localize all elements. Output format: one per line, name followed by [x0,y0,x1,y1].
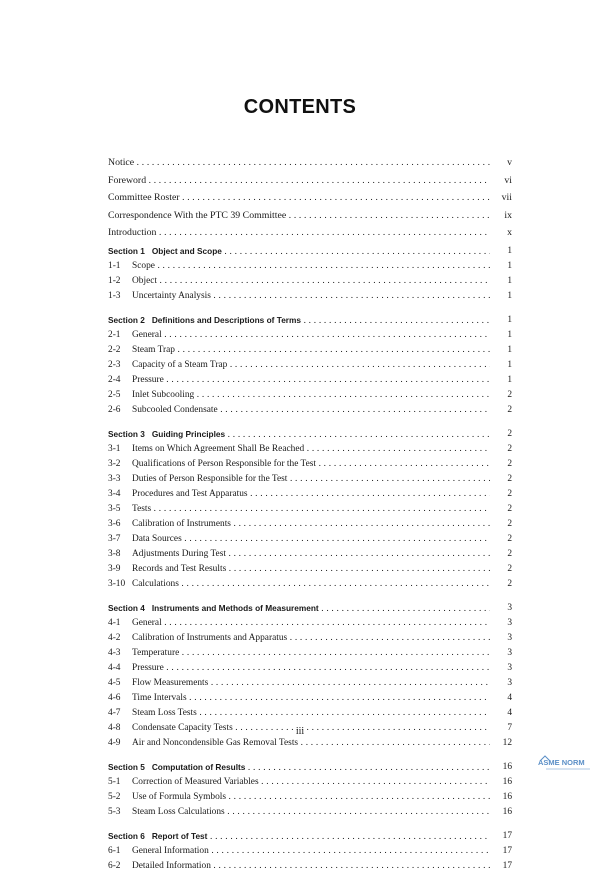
toc-subsection-entry [108,775,512,790]
dot-leader [108,691,490,706]
watermark-logo-icon [536,752,592,774]
dot-leader [108,517,490,532]
entry-label: Flow Measurements [132,677,209,688]
table-of-contents [108,154,512,874]
dot-leader [108,631,490,646]
toc-subsection-entry [108,487,512,502]
entry-page: 17 [502,845,512,856]
dot-leader [108,328,490,343]
entry-label: Steam Loss Tests [132,707,197,718]
entry-number: 1-2 [108,275,121,286]
entry-label: Calibration of Instruments and Apparatus [132,632,288,643]
entry-label: Inlet Subcooling [132,389,195,400]
section-number: Section 1 [108,245,145,256]
entry-page: 2 [507,533,512,544]
dot-leader [108,487,490,502]
toc-subsection-entry [108,328,512,343]
entry-page: 3 [507,602,512,613]
toc-section-heading [108,601,512,616]
entry-page: ix [504,209,512,221]
toc-section-heading [108,427,512,442]
dot-leader [108,289,490,304]
entry-page: 2 [507,578,512,589]
entry-label: Air and Noncondensible Gas Removal Tests [132,737,299,748]
toc-subsection-entry [108,343,512,358]
entry-text [108,519,231,529]
toc-subsection-entry [108,472,512,487]
entry-text [108,579,179,589]
entry-number: 2-1 [108,329,121,340]
entry-page: v [507,157,512,168]
entry-page: 2 [507,503,512,514]
section-title: Definitions and Descriptions of Terms [151,314,302,325]
entry-number: 3-1 [108,443,121,454]
toc-subsection-entry [108,562,512,577]
dot-leader [108,790,490,805]
entry-text [108,360,227,370]
entry-label: General [132,617,162,628]
entry-number: 2-4 [108,374,121,385]
dot-leader [108,547,490,562]
entry-label: Procedures and Test Apparatus [132,488,248,499]
dot-leader [108,472,490,487]
entry-page: 3 [507,677,512,688]
dot-leader [108,532,490,547]
entry-text [108,291,211,301]
entry-page: 16 [502,791,512,802]
entry-page: 3 [507,617,512,628]
entry-page: 1 [507,245,512,256]
entry-label: Notice [108,157,135,168]
entry-number: 3-2 [108,458,121,469]
dot-leader [108,274,490,289]
toc-subsection-entry [108,844,512,859]
entry-page: 2 [507,548,512,559]
page-number: iii [295,726,305,737]
entry-page: 12 [502,737,512,748]
entry-page: 1 [507,314,512,325]
entry-label: Pressure [132,662,164,673]
entry-text [108,618,162,628]
toc-subsection-entry [108,259,512,274]
dot-leader [108,502,490,517]
dot-leader [108,676,490,691]
entry-number: 4-1 [108,617,121,628]
dot-leader [108,358,490,373]
entry-text [108,504,151,514]
entry-text [108,444,304,454]
toc-subsection-entry [108,790,512,805]
entry-number: 4-3 [108,647,121,658]
entry-page: 2 [507,518,512,529]
entry-label: Calibration of Instruments [132,518,231,529]
entry-label: Object [132,275,157,286]
entry-text [108,792,226,802]
entry-text [108,738,298,748]
toc-front-entry [108,207,512,225]
entry-page: x [507,227,512,238]
entry-label: Steam Trap [132,344,175,355]
entry-text [108,564,226,574]
entry-label: General [132,329,162,340]
toc-subsection-entry [108,676,512,691]
entry-text [108,315,301,325]
entry-page: 2 [507,404,512,415]
entry-page: 4 [507,707,512,718]
toc-subsection-entry [108,289,512,304]
entry-number: 5-2 [108,791,121,802]
entry-text [108,846,209,856]
dot-leader [108,244,490,260]
dot-leader [108,189,490,208]
section-title: Object and Scope [151,245,222,256]
toc-subsection-entry [108,442,512,457]
entry-number: 3-5 [108,503,121,514]
entry-page: 1 [507,359,512,370]
entry-page: 1 [507,275,512,286]
entry-text [108,678,208,688]
entry-number: 4-9 [108,737,121,748]
entry-text [108,861,211,871]
entry-text [108,459,316,469]
entry-label: Items on Which Agreement Shall Be Reached [132,443,305,454]
entry-label: Steam Loss Calculations [132,806,225,817]
entry-text [108,603,319,613]
dot-leader [108,373,490,388]
dot-leader [108,427,490,443]
entry-label: Condensate Capacity Tests [132,722,233,733]
entry-page: 1 [507,344,512,355]
entry-page: 4 [507,692,512,703]
toc-section-heading [108,244,512,259]
toc-subsection-entry [108,517,512,532]
toc-section-heading [108,829,512,844]
entry-page: 2 [507,443,512,454]
entry-number: 4-7 [108,707,121,718]
entry-number: 2-3 [108,359,121,370]
entry-label: Tests [132,503,152,514]
entry-text [108,210,286,221]
entry-page: vii [501,192,512,203]
dot-leader [108,829,490,845]
entry-label: Records and Test Results [132,563,227,574]
toc-subsection-entry [108,577,512,592]
section-number: Section 2 [108,314,145,325]
entry-text [108,261,155,271]
entry-number: 3-4 [108,488,121,499]
dot-leader [108,859,490,874]
dot-leader [108,313,490,329]
toc-subsection-entry [108,805,512,820]
toc-front-entry [108,224,512,242]
toc-subsection-entry [108,274,512,289]
entry-label: Use of Formula Symbols [132,791,227,802]
toc-front-entry [108,172,512,190]
entry-text [108,549,226,559]
toc-subsection-entry [108,736,512,751]
entry-number: 4-5 [108,677,121,688]
entry-number: 3-9 [108,563,121,574]
toc-section-heading [108,760,512,775]
entry-label: Calculations [132,578,179,589]
entry-label: Detailed Information [132,860,211,871]
page-title: CONTENTS [243,96,357,118]
entry-number: 6-1 [108,845,121,856]
entry-page: 3 [507,632,512,643]
toc-front-entry [108,189,512,207]
entry-label: Foreword [108,174,147,186]
toc-subsection-entry [108,631,512,646]
entry-number: 3-6 [108,518,121,529]
dot-leader [108,844,490,859]
entry-label: Capacity of a Steam Trap [132,359,228,370]
entry-text [108,157,134,168]
entry-text [108,192,180,203]
entry-text [108,474,287,484]
entry-text [108,375,164,385]
dot-leader [108,736,490,751]
entry-text [108,489,248,499]
entry-text [108,534,182,544]
toc-subsection-entry [108,457,512,472]
entry-page: 7 [507,722,512,733]
entry-number: 4-2 [108,632,121,643]
entry-number: 2-2 [108,344,121,355]
toc-subsection-entry [108,661,512,676]
entry-number: 3-10 [108,578,126,589]
entry-text [108,663,164,673]
dot-leader [108,706,490,721]
dot-leader [108,388,490,403]
toc-front-entry [108,154,512,172]
entry-page: 2 [507,563,512,574]
dot-leader [108,601,490,617]
entry-label: Correspondence With the PTC 39 Committee [108,209,287,221]
entry-page: 2 [507,428,512,439]
toc-subsection-entry [108,691,512,706]
dot-leader [108,403,490,418]
entry-number: 5-3 [108,806,121,817]
entry-label: Adjustments During Test [132,548,226,559]
entry-page: 1 [507,374,512,385]
entry-page: 2 [507,458,512,469]
dot-leader [108,259,490,274]
entry-page: 3 [507,647,512,658]
entry-label: General Information [132,845,209,856]
entry-label: Qualifications of Person Responsible for the Test [132,458,317,469]
toc-subsection-entry [108,532,512,547]
toc-subsection-entry [108,358,512,373]
dot-leader [108,172,490,191]
entry-number: 3-7 [108,533,121,544]
section-title: Computation of Results [151,761,246,772]
entry-text [108,276,157,286]
section-number: Section 4 [108,602,145,613]
toc-subsection-entry [108,706,512,721]
entry-label: Subcooled Condensate [132,404,218,415]
dot-leader [108,343,490,358]
toc-section-heading [108,313,512,328]
svg-text:ASME NORM: ASME NORM [538,758,585,767]
entry-number: 4-4 [108,662,121,673]
entry-page: 3 [507,662,512,673]
entry-text [108,405,218,415]
entry-label: Temperature [132,647,180,658]
toc-subsection-entry [108,616,512,631]
entry-text [108,762,245,772]
entry-page: vi [504,174,512,186]
toc-subsection-entry [108,388,512,403]
entry-number: 2-5 [108,389,121,400]
entry-text [108,429,225,439]
entry-text [108,330,162,340]
section-title: Guiding Principles [151,428,226,439]
entry-text [108,831,207,841]
dot-leader [108,616,490,631]
entry-page: 17 [502,860,512,871]
entry-number: 2-6 [108,404,121,415]
toc-subsection-entry [108,646,512,661]
section-title: Report of Test [151,830,208,841]
entry-text [108,708,197,718]
dot-leader [108,646,490,661]
entry-text [108,777,259,787]
entry-label: Pressure [132,374,164,385]
entry-label: Uncertainty Analysis [132,290,211,301]
entry-page: 2 [507,488,512,499]
entry-number: 4-6 [108,692,121,703]
dot-leader [108,775,490,790]
entry-page: 16 [502,761,512,772]
entry-number: 1-3 [108,290,121,301]
dot-leader [108,224,490,243]
entry-text [108,345,175,355]
entry-text [108,633,287,643]
dot-leader [108,760,490,776]
entry-page: 16 [502,776,512,787]
entry-text [108,246,222,256]
entry-label: Correction of Measured Variables [132,776,259,787]
toc-subsection-entry [108,502,512,517]
entry-label: Data Sources [132,533,182,544]
entry-page: 1 [507,260,512,271]
entry-label: Introduction [108,227,157,238]
entry-number: 1-1 [108,260,121,271]
dot-leader [108,442,490,457]
dot-leader [108,207,490,226]
dot-leader [108,154,490,173]
section-number: Section 5 [108,761,145,772]
entry-number: 4-8 [108,722,121,733]
entry-page: 1 [507,290,512,301]
dot-leader [108,805,490,820]
dot-leader [108,661,490,676]
entry-page: 16 [502,806,512,817]
entry-text [108,693,187,703]
entry-number: 6-2 [108,860,121,871]
toc-subsection-entry [108,373,512,388]
entry-label: Duties of Person Responsible for the Test [132,473,288,484]
entry-number: 5-1 [108,776,121,787]
entry-page: 17 [502,830,512,841]
entry-page: 2 [507,473,512,484]
entry-text [108,648,179,658]
entry-text [108,175,146,186]
entry-page: 1 [507,329,512,340]
dot-leader [108,577,490,592]
entry-number: 3-8 [108,548,121,559]
section-number: Section 3 [108,428,145,439]
entry-page: 2 [507,389,512,400]
dot-leader [108,562,490,577]
entry-text [108,807,225,817]
toc-subsection-entry [108,859,512,874]
entry-label: Scope [132,260,155,271]
section-title: Instruments and Methods of Measurement [151,602,319,613]
toc-subsection-entry [108,403,512,418]
dot-leader [108,457,490,472]
section-number: Section 6 [108,830,145,841]
entry-label: Committee Roster [108,192,180,203]
toc-subsection-entry [108,547,512,562]
entry-text [108,390,194,400]
entry-text [108,227,156,238]
entry-number: 3-3 [108,473,121,484]
entry-label: Time Intervals [132,692,187,703]
